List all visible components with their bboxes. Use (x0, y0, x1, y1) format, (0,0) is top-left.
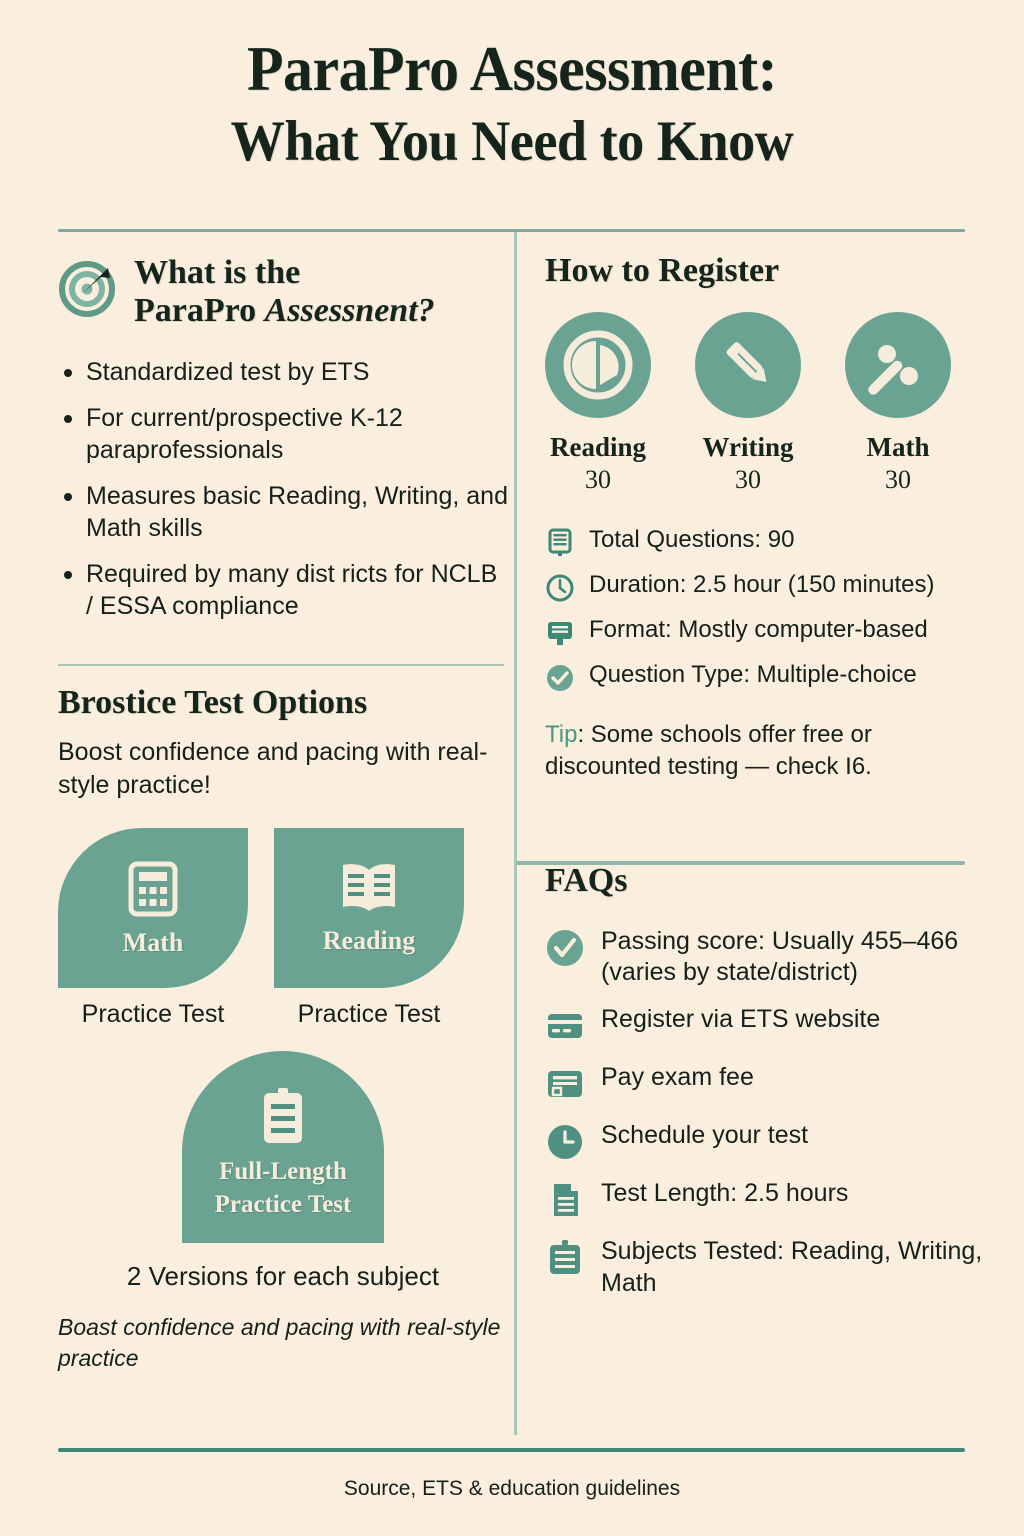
faq-text: Schedule your test (601, 1121, 809, 1150)
left-column (58, 252, 508, 1374)
practice-card-math-wrap (58, 828, 248, 1029)
practice-card-reading-label: Reading (322, 926, 416, 956)
tip-text: : Some schools offer free or discounted testing — check I6. (545, 721, 872, 781)
versions-note: 2 Versions for each subject (126, 1261, 440, 1292)
faqs-heading: FAQs (545, 861, 628, 899)
practice-card-math-label: Math (122, 928, 184, 958)
document-lines-icon (545, 528, 575, 558)
page-title (0, 0, 1024, 173)
faq-text: Subjects Tested: Reading, Writing, Math (601, 1237, 983, 1297)
practice-card-row (58, 828, 508, 1029)
full-length-label-1: Full-Length (219, 1157, 347, 1185)
register-tip (545, 719, 985, 784)
pencil-circle-icon (695, 312, 801, 418)
practice-options-heading: Brostice Test Options (58, 684, 368, 722)
how-to-register-heading: How to Register (545, 252, 780, 289)
list-item (545, 525, 985, 558)
clock-filled-icon (545, 1122, 585, 1162)
list-item (545, 1236, 985, 1299)
credit-card-icon (545, 1006, 585, 1046)
list-item (545, 1178, 985, 1220)
divider-bottom (58, 1448, 965, 1452)
check-circle-icon (545, 928, 585, 968)
book-circle-icon (545, 312, 651, 418)
list-item (545, 926, 985, 989)
subject-math-count: 30 (885, 465, 911, 495)
title-line-2: What You Need to Know (230, 110, 794, 173)
detail-text: Format: Mostly computer-based (589, 616, 928, 644)
what-is-heading (58, 252, 508, 330)
list-item (545, 1004, 985, 1046)
detail-text: Total Questions: 90 (589, 526, 795, 554)
clock-outline-icon (545, 573, 575, 603)
practice-card-reading[interactable] (274, 828, 464, 988)
faq-text: Passing score: Usually 455–466 (varies by state/district) (601, 926, 959, 987)
divider-vertical (514, 232, 517, 1435)
right-column (545, 252, 985, 1315)
payment-card-icon (545, 1064, 585, 1104)
list-item: Required by many dist ricts for NCLB / ESSA compliance (58, 558, 508, 622)
title-line-1: ParaPro Assessment: (246, 34, 778, 104)
what-is-heading-line1: What is the (134, 254, 301, 291)
list-item (545, 615, 985, 648)
list-item (545, 1120, 985, 1162)
practice-card-math-caption: Practice Test (81, 1000, 225, 1029)
list-item: Measures basic Reading, Writing, and Math skills (58, 480, 508, 544)
full-length-card-wrap (58, 1051, 508, 1292)
detail-text: Question Type: Multiple-choice (589, 661, 917, 689)
practice-card-reading-wrap (274, 828, 464, 1029)
target-bullseye-icon (58, 256, 120, 318)
calculator-icon (122, 858, 184, 920)
what-is-heading-line2b: Assessnent? (264, 292, 435, 330)
full-length-label-2: Practice Test (214, 1191, 352, 1219)
list-item (545, 1062, 985, 1104)
practice-options-subtitle: Boost confidence and pacing with real-style practice! (58, 738, 488, 800)
what-is-heading-line2a: ParaPro (134, 292, 265, 330)
monitor-icon (545, 618, 575, 648)
subject-writing-name: Writing (702, 432, 794, 463)
tip-label: Tip (545, 721, 578, 749)
subject-reading (545, 312, 651, 495)
subject-math (845, 312, 951, 495)
open-book-icon (336, 860, 402, 918)
practice-card-math[interactable] (58, 828, 248, 988)
subject-circle-row (545, 312, 985, 495)
faq-list (545, 926, 985, 1299)
subject-math-name: Math (866, 432, 930, 463)
clipboard-icon (254, 1086, 312, 1152)
subject-writing-count: 30 (735, 465, 761, 495)
detail-text: Duration: 2.5 hour (150 minutes) (589, 571, 935, 599)
list-item (545, 570, 985, 603)
subject-reading-name: Reading (549, 432, 647, 463)
practice-card-reading-caption: Practice Test (297, 1000, 441, 1029)
practice-italic-note: Boast confidence and pacing with real-style practice (58, 1314, 501, 1372)
subject-reading-count: 30 (585, 465, 611, 495)
clipboard-list-icon (545, 1238, 585, 1278)
file-document-icon (545, 1180, 585, 1220)
list-item: For current/prospective K-12 paraprofessionals (58, 402, 508, 466)
footer-source: Source, ETS & education guidelines (343, 1477, 681, 1500)
what-is-bullet-list (58, 356, 508, 622)
faq-text: Test Length: 2.5 hours (601, 1179, 849, 1208)
list-item (545, 660, 985, 693)
full-length-practice-card[interactable] (182, 1051, 384, 1243)
faq-text: Register via ETS website (601, 1005, 881, 1034)
percent-circle-icon (845, 312, 951, 418)
subject-writing (695, 312, 801, 495)
list-item: Standardized test by ETS (58, 356, 508, 388)
check-circle-icon (545, 663, 575, 693)
register-detail-list (545, 525, 985, 693)
faq-text: Pay exam fee (601, 1063, 754, 1092)
divider-top (58, 229, 965, 232)
